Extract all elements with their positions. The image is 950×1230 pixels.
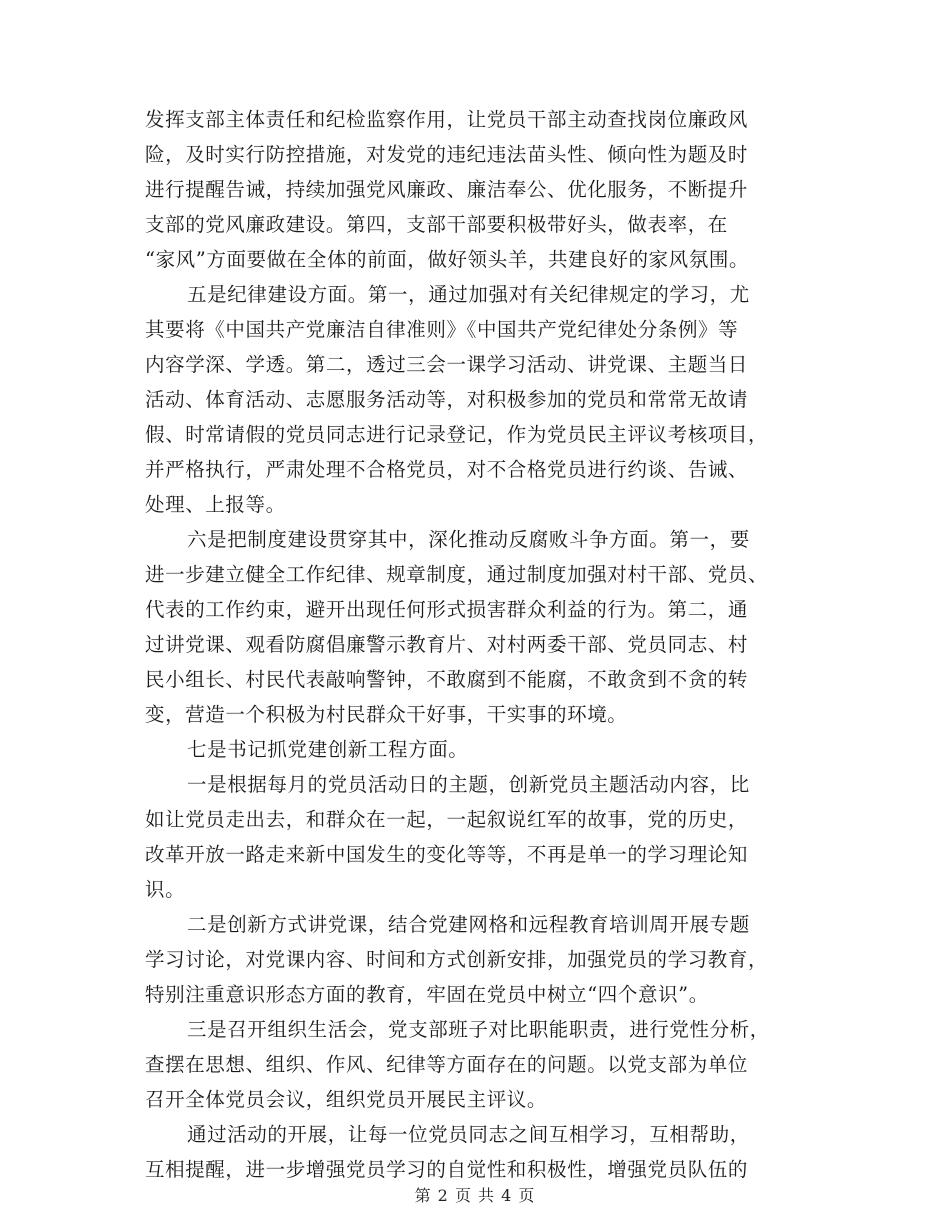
text-line: 进行提醒告诫，持续加强党风廉政、廉洁奉公、优化服务，不断提升 [145, 178, 749, 201]
text-line: 内容学深、学透。第二，透过三会一课学习活动、讲党课、主题当日 [145, 353, 749, 376]
text-line: 处理、上报等。 [145, 493, 286, 516]
text-line: 召开全体党员会议，组织党员开展民主评议。 [145, 1088, 548, 1111]
text-line: 支部的党风廉政建设。第四，支部干部要积极带好头，做表率，在 [145, 213, 728, 236]
text-line: 互相提醒，进一步增强党员学习的自觉性和积极性，增强党员队伍的 [145, 1158, 749, 1181]
text-line: “家风”方面要做在全体的前面，做好领头羊，共建良好的家风氛围。 [145, 248, 750, 271]
paragraph-first-line: 二是创新方式讲党课，结合党建网格和远程教育培训周开展专题 [187, 913, 750, 936]
text-line: 特别注重意识形态方面的教育，牢固在党员中树立“四个意识”。 [145, 983, 709, 1006]
document-body [145, 102, 815, 1187]
text-line: 并严格执行，严肃处理不合格党员，对不合格党员进行约谈、告诫、 [145, 458, 749, 481]
text-line: 假、时常请假的党员同志进行记录登记，作为党员民主评议考核项目， [145, 423, 769, 446]
paragraph-first-line: 三是召开组织生活会，党支部班子对比职能职责，进行党性分析， [187, 1018, 770, 1041]
paragraph-first-line: 通过活动的开展，让每一位党员同志之间互相学习，互相帮助， [187, 1123, 750, 1146]
text-line: 其要将《中国共产党廉洁自律准则》《中国共产党纪律处分条例》等 [145, 318, 739, 341]
text-line: 过讲党课、观看防腐倡廉警示教育片、对村两委干部、党员同志、村 [145, 633, 749, 656]
text-line: 查摆在思想、组织、作风、纪律等方面存在的问题。以党支部为单位 [145, 1053, 749, 1076]
paragraph-first-line: 六是把制度建设贯穿其中，深化推动反腐败斗争方面。第一，要 [187, 528, 750, 551]
text-line: 改革开放一路走来新中国发生的变化等等，不再是单一的学习理论知 [145, 843, 749, 866]
text-line: 变，营造一个积极为村民群众干好事，干实事的环境。 [145, 703, 628, 726]
text-line: 进一步建立健全工作纪律、规章制度，通过制度加强对村干部、党员、 [145, 563, 769, 586]
text-line: 活动、体育活动、志愿服务活动等，对积极参加的党员和常常无故请 [145, 388, 749, 411]
text-line: 学习讨论，对党课内容、时间和方式创新安排，加强党员的学习教育， [145, 948, 769, 971]
text-line: 识。 [145, 878, 186, 901]
text-line: 如让党员走出去，和群众在一起，一起叙说红军的故事，党的历史， [145, 808, 749, 831]
paragraph-first-line: 一是根据每月的党员活动日的主题，创新党员主题活动内容，比 [187, 773, 750, 796]
text-line: 代表的工作约束，避开出现任何形式损害群众利益的行为。第二，通 [145, 598, 749, 621]
text-line: 险，及时实行防控措施，对发党的违纪违法苗头性、倾向性为题及时 [145, 143, 749, 166]
paragraph-first-line: 七是书记抓党建创新工程方面。 [187, 738, 469, 761]
page-number-footer: 第 2 页 共 4 页 [414, 1186, 536, 1205]
text-line: 民小组长、村民代表敲响警钟，不敢腐到不能腐，不敢贪到不贪的转 [145, 668, 749, 691]
paragraph-first-line: 五是纪律建设方面。第一，通过加强对有关纪律规定的学习，尤 [187, 283, 750, 306]
text-line: 发挥支部主体责任和纪检监察作用，让党员干部主动查找岗位廉政风 [145, 108, 749, 131]
